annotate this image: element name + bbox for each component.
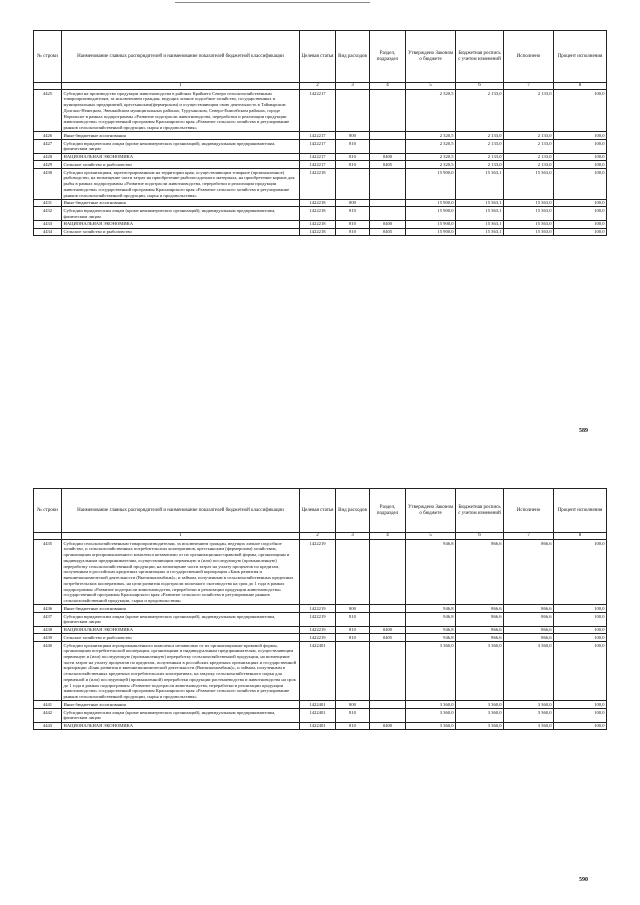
cell-approved: 3 360,0 — [406, 701, 456, 709]
cell-kind — [336, 90, 370, 132]
cell-section — [370, 90, 406, 132]
header-row — [34, 489, 607, 533]
header-no: № строки — [34, 31, 62, 83]
cell-executed: 2 133,0 — [504, 132, 554, 140]
cell-executed: 15 363,0 — [504, 169, 554, 200]
cell-section — [370, 642, 406, 701]
cell-approved: 2 320,5 — [406, 153, 456, 161]
cell-kind: 810 — [336, 161, 370, 169]
table-row — [34, 540, 607, 605]
cell-target: 1422218 — [300, 199, 336, 207]
column-number: 5 — [406, 533, 456, 540]
cell-percent: 100,0 — [554, 207, 607, 220]
cell-target: 1422217 — [300, 161, 336, 169]
cell-no: 4438 — [34, 626, 62, 634]
cell-budget: 2 133,0 — [456, 153, 504, 161]
cell-section — [370, 605, 406, 613]
cell-percent: 100,0 — [554, 199, 607, 207]
column-number: 7 — [504, 83, 554, 90]
cell-executed: 866,6 — [504, 634, 554, 642]
cell-target: 1422401 — [300, 642, 336, 701]
cell-section — [370, 613, 406, 626]
cell-name: Иные бюджетные ассигнования — [62, 132, 300, 140]
column-number: 1 — [62, 83, 300, 90]
cell-percent: 100,0 — [554, 169, 607, 200]
header-kind: Вид расходов — [336, 31, 370, 83]
cell-kind: 810 — [336, 140, 370, 153]
table-row — [34, 613, 607, 626]
table-row — [34, 161, 607, 169]
cell-name: Иные бюджетные ассигнования — [62, 199, 300, 207]
cell-target: 1422217 — [300, 90, 336, 132]
cell-no: 4437 — [34, 613, 62, 626]
cell-no: 4425 — [34, 90, 62, 132]
table-row — [34, 220, 607, 228]
header-percent: Процент исполнения — [554, 31, 607, 83]
header-no: № строки — [34, 489, 62, 533]
cell-name: НАЦИОНАЛЬНАЯ ЭКОНОМИКА — [62, 220, 300, 228]
cell-budget: 15 363,1 — [456, 207, 504, 220]
cell-target: 1422219 — [300, 540, 336, 605]
cell-section — [370, 709, 406, 722]
column-number: 1 — [62, 533, 300, 540]
cell-budget: 866,6 — [456, 613, 504, 626]
cell-percent: 100,0 — [554, 709, 607, 722]
cell-name: Иные бюджетные ассигнования — [62, 605, 300, 613]
cell-kind: 810 — [336, 634, 370, 642]
table-body — [34, 540, 607, 730]
header-section: Раздел, подраздел — [370, 31, 406, 83]
cell-section — [370, 132, 406, 140]
table-row — [34, 153, 607, 161]
cell-no: 4431 — [34, 199, 62, 207]
budget-table — [33, 30, 607, 236]
cell-approved: 15 900,0 — [406, 199, 456, 207]
cell-budget: 3 360,0 — [456, 701, 504, 709]
cell-approved: 946,8 — [406, 626, 456, 634]
cell-approved: 3 360,0 — [406, 709, 456, 722]
cell-executed: 866,6 — [504, 613, 554, 626]
cell-approved: 15 900,0 — [406, 228, 456, 236]
cell-executed: 15 363,0 — [504, 228, 554, 236]
table-row — [34, 701, 607, 709]
cell-executed: 2 133,0 — [504, 140, 554, 153]
cell-percent: 100,0 — [554, 626, 607, 634]
cell-percent: 100,0 — [554, 228, 607, 236]
header-name: Наименование главных распорядителей и наименование показателей бюджетной классификации — [62, 31, 300, 83]
cell-target: 1422217 — [300, 140, 336, 153]
cell-approved: 2 320,5 — [406, 90, 456, 132]
table-row — [34, 634, 607, 642]
cell-no: 4439 — [34, 634, 62, 642]
column-number: 3 — [336, 83, 370, 90]
cell-approved: 946,8 — [406, 605, 456, 613]
cell-name: Сельское хозяйство и рыболовство — [62, 228, 300, 236]
cell-name: НАЦИОНАЛЬНАЯ ЭКОНОМИКА — [62, 722, 300, 730]
cell-section — [370, 207, 406, 220]
column-number-row — [34, 83, 607, 90]
cell-name: Субсидии сельскохозяйственным товаропроизводителям, за исключением граждан, ведущих личное подсобное хозяйство, и сельскохозяйственных потребительских кооперативов, крестьянским (фермерским) хозяйствам, организациям агропромышленного комплекса независимо от их организационно-правовой формы, организациям и индивидуальным предпринимателям, осуществляющим первичную и (или) последующую (промышленную) переработку сельскохозяйственной продукции, на возмещение части затрат на уплату процентов по кредитам, полученным в российских кредитных организациях и государственной корпорации «Банк развития и внешнеэкономической деятельности (Внешэкономбанк)», и займам, полученным в сельскохозяйственных кредитных потребительских кооперативах, на цели развития подотрасли молочного скотоводства на срок до 1 года в рамках подпрограммы «Развитие подотрасли животноводства, переработки и реализации продукции животноводства» государственной программы Красноярского края «Развитие сельского хозяйства и регулирование рынков сельскохозяйственной продукции, сырья и продовольствия» — [62, 540, 300, 605]
page-590 — [0, 452, 640, 905]
cell-target: 1422401 — [300, 701, 336, 709]
cell-executed: 3 360,0 — [504, 709, 554, 722]
cell-percent: 100,0 — [554, 132, 607, 140]
header-section: Раздел, подраздел — [370, 489, 406, 533]
column-number: 2 — [300, 533, 336, 540]
cell-executed: 2 133,0 — [504, 161, 554, 169]
cell-kind: 800 — [336, 701, 370, 709]
cell-percent: 100,0 — [554, 605, 607, 613]
cell-percent: 100,0 — [554, 540, 607, 605]
header-target: Целевая статья — [300, 489, 336, 533]
cell-section — [370, 199, 406, 207]
page-589 — [0, 0, 640, 452]
column-number — [34, 83, 62, 90]
cell-kind: 810 — [336, 722, 370, 730]
cell-budget: 15 363,1 — [456, 169, 504, 200]
cell-executed: 866,6 — [504, 626, 554, 634]
column-number: 6 — [456, 533, 504, 540]
cell-executed: 866,6 — [504, 605, 554, 613]
cell-approved: 15 900,0 — [406, 169, 456, 200]
cell-section — [370, 169, 406, 200]
cell-target: 1422219 — [300, 605, 336, 613]
table-row — [34, 199, 607, 207]
cell-approved: 3 360,0 — [406, 642, 456, 701]
cell-budget: 866,6 — [456, 634, 504, 642]
cell-target: 1422219 — [300, 634, 336, 642]
cell-executed: 2 133,0 — [504, 153, 554, 161]
cell-section: 0400 — [370, 153, 406, 161]
cell-kind: 810 — [336, 207, 370, 220]
cell-section: 0405 — [370, 634, 406, 642]
column-number: 4 — [370, 83, 406, 90]
cell-kind — [336, 169, 370, 200]
cell-executed: 15 363,0 — [504, 207, 554, 220]
cell-approved: 946,8 — [406, 634, 456, 642]
column-number — [34, 533, 62, 540]
cell-budget: 866,6 — [456, 540, 504, 605]
cell-section — [370, 140, 406, 153]
cell-approved: 2 320,5 — [406, 132, 456, 140]
cell-target: 1422217 — [300, 132, 336, 140]
cell-percent: 100,0 — [554, 634, 607, 642]
budget-table — [33, 488, 607, 730]
table-body — [34, 90, 607, 236]
table-row — [34, 642, 607, 701]
cell-no: 4429 — [34, 161, 62, 169]
cell-no: 4426 — [34, 132, 62, 140]
table-row — [34, 228, 607, 236]
header-executed: Исполнено — [504, 31, 554, 83]
cell-kind — [336, 540, 370, 605]
cell-section: 0405 — [370, 161, 406, 169]
cell-budget: 15 363,1 — [456, 220, 504, 228]
cell-kind: 810 — [336, 626, 370, 634]
cell-kind: 810 — [336, 153, 370, 161]
cell-executed: 3 360,0 — [504, 722, 554, 730]
cell-section — [370, 701, 406, 709]
column-number: 8 — [554, 83, 607, 90]
cell-budget: 3 360,0 — [456, 722, 504, 730]
cell-name: Сельское хозяйство и рыболовство — [62, 634, 300, 642]
cell-section: 0400 — [370, 722, 406, 730]
cell-name: Иные бюджетные ассигнования — [62, 701, 300, 709]
cell-executed: 2 133,0 — [504, 90, 554, 132]
cell-target: 1422218 — [300, 220, 336, 228]
cell-no: 4441 — [34, 701, 62, 709]
cell-budget: 2 133,0 — [456, 161, 504, 169]
table-row — [34, 722, 607, 730]
header-executed: Исполнено — [504, 489, 554, 533]
header-kind: Вид расходов — [336, 489, 370, 533]
cell-kind: 800 — [336, 605, 370, 613]
cell-no: 4428 — [34, 153, 62, 161]
cell-no: 4442 — [34, 709, 62, 722]
cell-name: Субсидии юридическим лицам (кроме некоммерческих организаций), индивидуальным предпринимателям, физическим лицам — [62, 140, 300, 153]
cell-name: Субсидии юридическим лицам (кроме некоммерческих организаций), индивидуальным предпринимателям, физическим лицам — [62, 613, 300, 626]
cell-target: 1422218 — [300, 228, 336, 236]
cell-name: Субсидии на производство продукции животноводства в районах Крайнего Севера сельскохозяйственным товаропроизводителям, за исключением граждан, ведущих личное подсобное хозяйство, государственных и муниципальных предприятий, крестьянским(фермерским) и осуществляющим свою деятельность в Таймырском Долгано-Ненецком, Эвенкийском муниципальных районах, Туруханском, Северо-Енисейском районах, городе Норильске в рамках подпрограммы «Развитие подотрасли животноводства, переработки и реализации продукции животноводства» государственной программы Красноярского края «Развитие сельского хозяйства и регулирование рынков сельскохозяйственной продукции, сырья и продовольствия» — [62, 90, 300, 132]
cell-section: 0405 — [370, 228, 406, 236]
table-row — [34, 709, 607, 722]
header-budget: Бюджетная роспись с учетом изменений — [456, 489, 504, 533]
column-number: 5 — [406, 83, 456, 90]
table-row — [34, 605, 607, 613]
table-row — [34, 132, 607, 140]
cell-budget: 866,6 — [456, 626, 504, 634]
cell-executed: 15 363,0 — [504, 199, 554, 207]
cell-approved: 15 900,0 — [406, 207, 456, 220]
cell-target: 1422401 — [300, 722, 336, 730]
cell-section: 0400 — [370, 220, 406, 228]
column-number: 2 — [300, 83, 336, 90]
header-target: Целевая статья — [300, 31, 336, 83]
cell-no: 4434 — [34, 228, 62, 236]
cell-no: 4427 — [34, 140, 62, 153]
cell-name: НАЦИОНАЛЬНАЯ ЭКОНОМИКА — [62, 153, 300, 161]
cell-no: 4435 — [34, 540, 62, 605]
cell-no: 4440 — [34, 642, 62, 701]
column-number: 4 — [370, 533, 406, 540]
page-number: 589 — [579, 428, 588, 434]
cell-name: НАЦИОНАЛЬНАЯ ЭКОНОМИКА — [62, 626, 300, 634]
cell-kind — [336, 642, 370, 701]
cell-name: Сельское хозяйство и рыболовство — [62, 161, 300, 169]
header-row — [34, 31, 607, 83]
header-name: Наименование главных распорядителей и наименование показателей бюджетной классификации — [62, 489, 300, 533]
header-approved: Утверждено Законом о бюджете — [406, 31, 456, 83]
cell-name: Субсидии организациям агропромышленного комплекса независимо от их организационно-правовой формы, организациям потребительской кооперации, организациям и индивидуальным предпринимателям, осуществляющим первичную и (или) последующую (промышленную) переработку сельскохозяйственной продукции, на возмещение части затрат на уплату процентов по кредитам, полученным в российских кредитных организациях и государственной корпорации «Банк развития и внешнеэкономической деятельности (Внешэкономбанк)», и займам, полученным в сельскохозяйственных кредитных потребительских кооперативах, на закупку сельскохозяйственного сырья для первичной и (или) последующей (промышленной) переработки продукции растениеводства и животноводства на срок до 1 года в рамках подпрограммы «Развитие подотрасли животноводства, переработки и реализации продукции животноводства» государственной программы Красноярского края «Развитие сельского хозяйства и регулирование рынков сельскохозяйственной продукции, сырья и продовольствия» — [62, 642, 300, 701]
cell-executed: 15 363,0 — [504, 220, 554, 228]
cell-kind: 800 — [336, 199, 370, 207]
cell-name: Субсидии юридическим лицам (кроме некоммерческих организаций), индивидуальным предпринимателям, физическим лицам — [62, 207, 300, 220]
cell-no: 4443 — [34, 722, 62, 730]
cell-approved: 3 360,0 — [406, 722, 456, 730]
cell-target: 1422218 — [300, 207, 336, 220]
cell-no: 4433 — [34, 220, 62, 228]
table-row — [34, 169, 607, 200]
cell-target: 1422219 — [300, 626, 336, 634]
column-number: 7 — [504, 533, 554, 540]
cell-executed: 866,6 — [504, 540, 554, 605]
page-number: 590 — [579, 877, 588, 883]
cell-percent: 100,0 — [554, 140, 607, 153]
cell-kind: 810 — [336, 613, 370, 626]
table-row — [34, 626, 607, 634]
header-percent: Процент исполнения — [554, 489, 607, 533]
cell-percent: 100,0 — [554, 161, 607, 169]
cell-kind: 810 — [336, 220, 370, 228]
cell-approved: 2 320,5 — [406, 140, 456, 153]
cell-kind: 810 — [336, 709, 370, 722]
cell-budget: 2 133,0 — [456, 140, 504, 153]
cell-budget: 3 360,0 — [456, 642, 504, 701]
cell-percent: 100,0 — [554, 722, 607, 730]
cell-name: Субсидии организациям, зарегистрированным на территории края, осуществляющим товарное (промышленное) рыбоводство, на возмещение части затрат на приобретение рыбопосадочного материала, на приобретение кормов для рыбы в рамках подпрограммы «Развитие подотрасли животноводства, переработки и реализации продукции животноводства» государственной программы Красноярского края «Развитие сельского хозяйства и регулирование рынков сельскохозяйственной продукции, сырья и продовольствия» — [62, 169, 300, 200]
cell-approved: 946,8 — [406, 540, 456, 605]
cell-executed: 3 360,0 — [504, 642, 554, 701]
cell-kind: 800 — [336, 132, 370, 140]
cell-target: 1422219 — [300, 613, 336, 626]
cell-budget: 15 363,1 — [456, 199, 504, 207]
cell-kind: 810 — [336, 228, 370, 236]
cell-approved: 15 900,0 — [406, 220, 456, 228]
cell-budget: 3 360,0 — [456, 709, 504, 722]
cell-percent: 100,0 — [554, 642, 607, 701]
cell-no: 4436 — [34, 605, 62, 613]
cell-no: 4432 — [34, 207, 62, 220]
cell-target: 1422218 — [300, 169, 336, 200]
cell-budget: 2 133,0 — [456, 90, 504, 132]
table-row — [34, 90, 607, 132]
cell-approved: 946,8 — [406, 613, 456, 626]
cell-percent: 100,0 — [554, 613, 607, 626]
header-budget: Бюджетная роспись с учетом изменений — [456, 31, 504, 83]
table-row — [34, 140, 607, 153]
column-number: 3 — [336, 533, 370, 540]
column-number-row — [34, 533, 607, 540]
cell-percent: 100,0 — [554, 701, 607, 709]
cell-approved: 2 320,5 — [406, 161, 456, 169]
cell-target: 1422401 — [300, 709, 336, 722]
top-rule — [175, 2, 370, 3]
cell-budget: 866,6 — [456, 605, 504, 613]
header-approved: Утверждено Законом о бюджете — [406, 489, 456, 533]
cell-percent: 100,0 — [554, 153, 607, 161]
cell-target: 1422217 — [300, 153, 336, 161]
column-number: 8 — [554, 533, 607, 540]
cell-section: 0400 — [370, 626, 406, 634]
cell-percent: 100,0 — [554, 90, 607, 132]
cell-budget: 2 133,0 — [456, 132, 504, 140]
cell-percent: 100,0 — [554, 220, 607, 228]
cell-name: Субсидии юридическим лицам (кроме некоммерческих организаций), индивидуальным предпринимателям, физическим лицам — [62, 709, 300, 722]
cell-no: 4430 — [34, 169, 62, 200]
cell-executed: 3 360,0 — [504, 701, 554, 709]
cell-section — [370, 540, 406, 605]
table-row — [34, 207, 607, 220]
column-number: 6 — [456, 83, 504, 90]
cell-budget: 15 363,1 — [456, 228, 504, 236]
